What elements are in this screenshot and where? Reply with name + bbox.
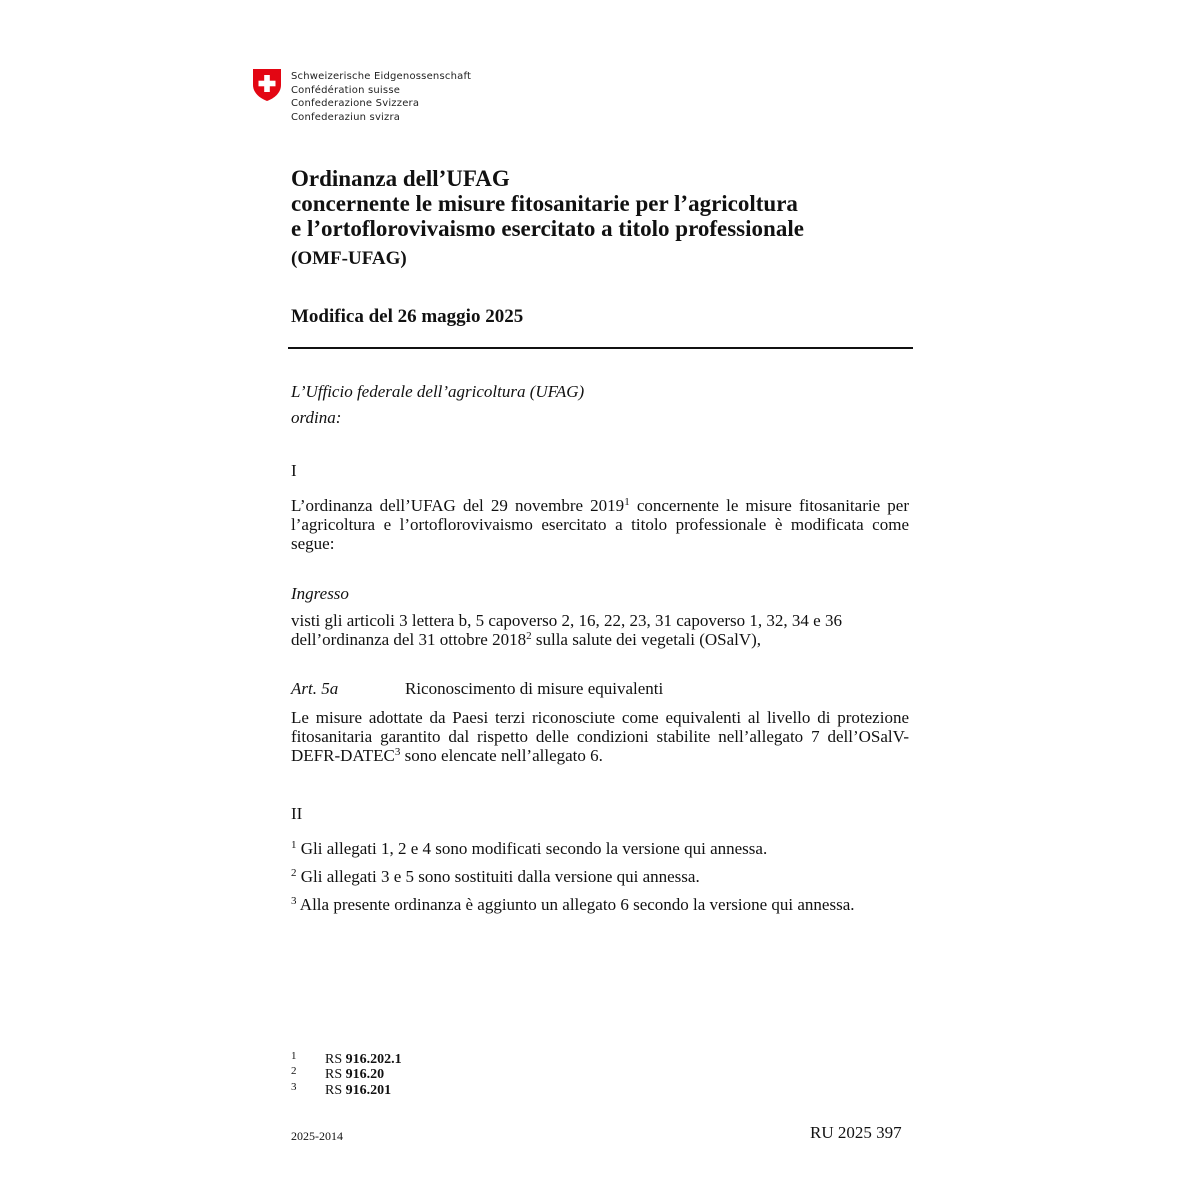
title-line: concernente le misure fitosanitarie per l’agricoltura	[291, 191, 798, 216]
article-text-end: sono elencate nell’allegato 6.	[400, 746, 603, 765]
footnote-reference[interactable]: 916.201	[345, 1083, 392, 1098]
intro-text-start: L’ordinanza dell’UFAG del 29 novembre 2019	[291, 496, 625, 515]
issuer-block	[291, 379, 584, 431]
ingresso-text-end: sulla salute dei vegetali (OSalV),	[531, 630, 762, 649]
footnote-prefix: RS	[325, 1052, 346, 1067]
footnote-number: 1	[291, 1050, 297, 1062]
paragraph-number: 3	[291, 895, 297, 907]
collection-reference: RU 2025 397	[810, 1123, 902, 1142]
issuing-authority: L’Ufficio federale dell’agricoltura (UFAG)	[291, 382, 585, 401]
footnote-reference[interactable]: 916.202.1	[345, 1052, 402, 1067]
list-item	[291, 839, 767, 859]
confederation-name-de: Schweizerische Eidgenossenschaft	[291, 71, 472, 82]
footnote-prefix: RS	[325, 1083, 346, 1098]
ingresso-label: Ingresso	[291, 584, 349, 603]
footnote-number: 3	[291, 1081, 297, 1093]
list-item	[291, 895, 855, 915]
title-line: Ordinanza dell’UFAG	[291, 166, 510, 191]
article-number: Art. 5a	[291, 679, 339, 698]
issuer-verb: ordina:	[291, 408, 342, 427]
list-item-text: Alla presente ordinanza è aggiunto un allegato 6 secondo la versione qui annessa.	[296, 895, 855, 914]
swiss-cross-icon	[252, 68, 282, 102]
ingresso-text-start: visti gli articoli 3 lettera b, 5 capoverso 2, 16, 22, 23, 31 capoverso 1, 32, 34 e 36 dell’ordinanza del 31 ottobre 2018	[291, 611, 842, 649]
section-heading-i: I	[291, 461, 297, 480]
ingresso-paragraph	[291, 611, 909, 649]
list-item-text: Gli allegati 1, 2 e 4 sono modificati secondo la versione qui annessa.	[296, 839, 768, 858]
intro-paragraph	[291, 496, 909, 553]
article-paragraph	[291, 708, 909, 765]
document-title	[291, 166, 804, 241]
list-item	[291, 867, 700, 887]
title-divider	[288, 347, 913, 349]
confederation-name-it: Confederazione Svizzera	[291, 98, 420, 109]
title-abbreviation: (OMF-UFAG)	[291, 248, 407, 269]
confederation-name-rm: Confederaziun svizra	[291, 111, 401, 123]
article-text-start: Le misure adottate da Paesi terzi riconosciute come equivalenti al livello di protezione fitosanitaria garantito dal rispetto delle condizioni stabilite nell’allegato 7 dell’OSalV-DEFR-DATEC	[291, 708, 909, 765]
footnote-prefix: RS	[325, 1067, 346, 1082]
footnote-number: 2	[291, 1065, 297, 1077]
footnote-ref[interactable]: 2	[526, 630, 532, 642]
section-heading-ii: II	[291, 804, 303, 823]
title-line: e l’ortoflorovivaismo esercitato a titolo professionale	[291, 216, 804, 241]
footnote-reference[interactable]: 916.20	[345, 1067, 385, 1082]
footnote-ref[interactable]: 1	[624, 496, 630, 508]
intro-text-end: concernente le misure fitosanitarie per l’agricoltura e l’ortoflorovivaismo esercitato a titolo professionale è modificata come segue:	[291, 496, 909, 553]
footnote-ref[interactable]: 3	[394, 746, 401, 758]
footnote	[291, 1080, 391, 1098]
list-item-text: Gli allegati 3 e 5 sono sostituiti dalla versione qui annessa.	[296, 867, 700, 886]
paragraph-number: 1	[291, 839, 297, 851]
paragraph-number: 2	[291, 867, 297, 879]
article-title: Riconoscimento di misure equivalenti	[405, 679, 664, 698]
document-number: 2025-2014	[291, 1129, 343, 1143]
confederation-name-fr: Confédération suisse	[291, 84, 401, 96]
confederation-names	[291, 70, 471, 124]
amendment-date: Modifica del 26 maggio 2025	[291, 306, 524, 327]
